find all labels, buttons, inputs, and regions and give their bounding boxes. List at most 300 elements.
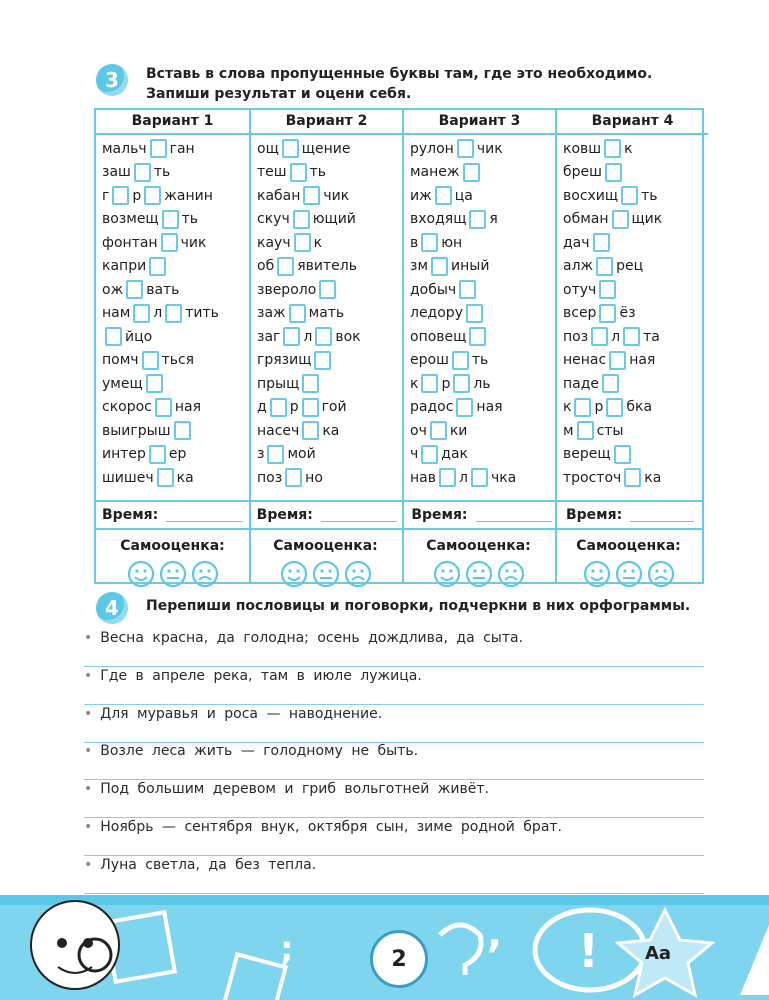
- sad-face-icon[interactable]: [344, 560, 372, 588]
- proverb-text: Где в апреле река, там в июле лужица.: [100, 668, 422, 684]
- word-fragment: гой: [321, 399, 347, 416]
- proverb-line[interactable]: • Возле леса жить — голодному не быть.: [84, 741, 704, 780]
- word-fragment: оповещ: [410, 328, 467, 345]
- letter-blank-box[interactable]: [302, 398, 319, 417]
- time-row: [96, 500, 702, 530]
- proverb-text: Ноябрь — сентября внук, октября сын, зиме родной брат.: [100, 819, 562, 835]
- word-fragment: кабан: [257, 187, 301, 204]
- page-number: 2: [370, 930, 428, 988]
- word-row: [257, 137, 402, 161]
- word-fragment: заш: [102, 164, 131, 181]
- word-fragment: к: [563, 399, 572, 416]
- word-fragment: ная: [174, 399, 202, 416]
- word-fragment: жанин: [164, 187, 213, 204]
- letter-blank-box[interactable]: [421, 374, 438, 393]
- letter-blank-box[interactable]: [290, 163, 307, 182]
- word-row: [102, 419, 249, 443]
- word-fragment: скуч: [257, 211, 290, 228]
- word-fragment: ная: [629, 352, 656, 369]
- word-fragment: интер: [102, 446, 146, 463]
- word-row: [102, 443, 249, 467]
- word-list: [404, 135, 555, 490]
- word-row: [410, 255, 555, 279]
- variant-title: Вариант 2: [251, 110, 402, 135]
- word-fragment: звероло: [257, 281, 317, 298]
- word-row: [257, 208, 402, 232]
- word-fragment: паде: [563, 375, 600, 392]
- word-fragment: теш: [257, 164, 287, 181]
- word-fragment: иж: [410, 187, 432, 204]
- letter-blank-box[interactable]: [439, 468, 456, 487]
- word-row: [102, 349, 249, 373]
- neutral-face-icon[interactable]: [465, 560, 493, 588]
- word-fragment: нам: [102, 305, 131, 322]
- variant-title: Вариант 1: [96, 110, 249, 135]
- letter-blank-box[interactable]: [294, 233, 311, 252]
- word-row: [410, 372, 555, 396]
- self-cell-2: [249, 532, 402, 588]
- sad-face-icon[interactable]: [647, 560, 675, 588]
- word-fragment: л: [153, 305, 163, 322]
- self-assessment-label: Самооценка:: [426, 538, 531, 554]
- letter-blank-box[interactable]: [431, 257, 448, 276]
- word-fragment: щик: [631, 211, 663, 228]
- time-input-line[interactable]: [476, 509, 552, 522]
- word-row: [257, 325, 402, 349]
- word-row: [102, 137, 249, 161]
- task-number-badge: 3: [96, 64, 128, 96]
- word-fragment: об: [257, 258, 275, 275]
- word-fragment: шишеч: [102, 469, 154, 486]
- word-fragment: ки: [449, 422, 468, 439]
- letter-blank-box[interactable]: [599, 304, 616, 323]
- word-fragment: к: [410, 375, 419, 392]
- task3-instruction: [146, 64, 652, 104]
- word-row: [102, 466, 249, 490]
- word-row: [563, 349, 708, 373]
- time-cell-3: [405, 507, 560, 523]
- word-fragment: ть: [471, 352, 489, 369]
- word-fragment: заж: [257, 305, 286, 322]
- word-fragment: ч: [410, 446, 419, 463]
- letter-blank-box[interactable]: [463, 163, 480, 182]
- word-row: [563, 443, 708, 467]
- letter-blank-box[interactable]: [469, 210, 486, 229]
- word-fragment: ца: [454, 187, 473, 204]
- letter-blank-box[interactable]: [146, 374, 163, 393]
- word-fragment: чик: [323, 187, 350, 204]
- word-fragment: йцо: [125, 328, 153, 345]
- time-input-line[interactable]: [630, 509, 694, 522]
- word-fragment: мой: [287, 446, 316, 463]
- letter-blank-box[interactable]: [134, 163, 151, 182]
- word-fragment: рулон: [410, 140, 454, 157]
- word-row: [563, 325, 708, 349]
- word-fragment: л: [611, 328, 621, 345]
- word-row: [563, 184, 708, 208]
- word-row: [410, 231, 555, 255]
- letter-blank-box[interactable]: [149, 445, 166, 464]
- word-fragment: выигрыш: [102, 422, 171, 439]
- word-row: [257, 349, 402, 373]
- variant-title: Вариант 3: [404, 110, 555, 135]
- word-fragment: явитель: [297, 258, 357, 275]
- word-fragment: рец: [616, 258, 644, 275]
- word-fragment: ёз: [619, 305, 636, 322]
- word-row: [257, 184, 402, 208]
- letter-blank-box[interactable]: [604, 139, 621, 158]
- time-label: Время:: [565, 507, 623, 523]
- word-fragment: но: [305, 469, 323, 486]
- word-row: [410, 302, 555, 326]
- word-row: [410, 325, 555, 349]
- word-fragment: та: [643, 328, 660, 345]
- letter-blank-box[interactable]: [155, 398, 172, 417]
- letter-blank-box[interactable]: [430, 421, 447, 440]
- word-fragment: тить: [185, 305, 219, 322]
- time-label: Время:: [411, 507, 468, 523]
- word-fragment: иный: [451, 258, 490, 275]
- word-fragment: скорос: [102, 399, 152, 416]
- letter-blank-box[interactable]: [453, 374, 470, 393]
- letter-blank-box[interactable]: [609, 351, 626, 370]
- letter-blank-box[interactable]: [452, 351, 469, 370]
- letter-blank-box[interactable]: [157, 468, 174, 487]
- word-fragment: вок: [335, 328, 361, 345]
- letter-blank-box[interactable]: [126, 280, 143, 299]
- self-cell-4: [555, 532, 702, 588]
- letter-blank-box[interactable]: [289, 304, 306, 323]
- word-fragment: р: [132, 187, 142, 204]
- word-fragment: бка: [626, 399, 653, 416]
- word-row: [410, 419, 555, 443]
- letter-blank-box[interactable]: [303, 186, 320, 205]
- letter-blank-box[interactable]: [162, 210, 179, 229]
- word-row: [102, 208, 249, 232]
- word-fragment: м: [563, 422, 574, 439]
- letter-blank-box[interactable]: [421, 445, 438, 464]
- word-fragment: оч: [410, 422, 427, 439]
- aa-badge-text: Aa: [645, 943, 672, 964]
- word-row: [257, 419, 402, 443]
- letter-blank-box[interactable]: [614, 445, 631, 464]
- word-row: [410, 184, 555, 208]
- word-fragment: ерош: [410, 352, 449, 369]
- word-row: [257, 161, 402, 185]
- word-fragment: ть: [641, 187, 658, 204]
- letter-blank-box[interactable]: [267, 445, 284, 464]
- word-fragment: р: [441, 375, 451, 392]
- word-row: [410, 161, 555, 185]
- letter-blank-box[interactable]: [105, 327, 122, 346]
- letter-blank-box[interactable]: [144, 186, 161, 205]
- word-row: [410, 396, 555, 420]
- word-fragment: к: [313, 234, 323, 251]
- word-fragment: ган: [169, 140, 195, 157]
- happy-face-icon[interactable]: [583, 560, 611, 588]
- word-fragment: помч: [102, 352, 139, 369]
- letter-blank-box[interactable]: [456, 398, 473, 417]
- svg-text:,: ,: [487, 911, 503, 957]
- task-number-badge: 4: [96, 592, 128, 624]
- letter-blank-box[interactable]: [302, 374, 319, 393]
- word-row: [563, 466, 708, 490]
- word-fragment: ледору: [410, 305, 463, 322]
- word-row: [102, 161, 249, 185]
- letter-blank-box[interactable]: [112, 186, 129, 205]
- word-row: [410, 208, 555, 232]
- proverb-text: Под большим деревом и гриб вольготней живёт.: [100, 781, 489, 797]
- proverb-line[interactable]: • Весна красна, да голодна; осень дождлива, да сыта.: [84, 628, 704, 667]
- task4-instruction: Перепиши пословицы и поговорки, подчеркни в них орфограммы.: [146, 598, 691, 614]
- proverb-line[interactable]: • Луна светла, да без тепла.: [84, 855, 704, 894]
- word-fragment: ющий: [312, 211, 356, 228]
- letter-blank-box[interactable]: [133, 304, 150, 323]
- word-fragment: мать: [308, 305, 345, 322]
- word-row: [563, 278, 708, 302]
- word-row: [563, 372, 708, 396]
- time-input-line[interactable]: [166, 509, 242, 522]
- word-fragment: г: [102, 187, 110, 204]
- word-fragment: ть: [309, 164, 326, 181]
- word-list: [251, 135, 402, 490]
- proverb-line[interactable]: • Под большим деревом и гриб вольготней живёт.: [84, 779, 704, 818]
- word-fragment: поз: [257, 469, 283, 486]
- time-input-line[interactable]: [321, 509, 397, 522]
- word-fragment: ка: [176, 469, 194, 486]
- word-fragment: ль: [473, 375, 491, 392]
- neutral-face-icon[interactable]: [159, 560, 187, 588]
- letter-blank-box[interactable]: [277, 257, 294, 276]
- word-fragment: л: [303, 328, 313, 345]
- word-fragment: капри: [102, 258, 147, 275]
- word-row: [563, 208, 708, 232]
- letter-blank-box[interactable]: [174, 421, 191, 440]
- word-fragment: насеч: [257, 422, 300, 439]
- word-fragment: радос: [410, 399, 454, 416]
- word-fragment: дач: [563, 234, 590, 251]
- letter-blank-box[interactable]: [612, 210, 629, 229]
- word-row: [563, 302, 708, 326]
- letter-blank-box[interactable]: [293, 210, 310, 229]
- word-fragment: я: [489, 211, 498, 228]
- word-fragment: умещ: [102, 375, 143, 392]
- letter-blank-box[interactable]: [270, 398, 287, 417]
- word-fragment: чка: [490, 469, 517, 486]
- word-row: [257, 302, 402, 326]
- word-row: [102, 325, 249, 349]
- word-row: [102, 184, 249, 208]
- word-fragment: фонтан: [102, 234, 158, 251]
- word-fragment: л: [458, 469, 468, 486]
- svg-text:;: ;: [280, 929, 294, 969]
- smiley-group: [96, 560, 249, 588]
- word-fragment: зм: [410, 258, 429, 275]
- word-fragment: ная: [476, 399, 503, 416]
- self-cell-3: [402, 532, 555, 588]
- word-fragment: обман: [563, 211, 609, 228]
- letter-blank-box[interactable]: [469, 327, 486, 346]
- svg-text:!: !: [578, 924, 599, 978]
- letter-blank-box[interactable]: [315, 327, 332, 346]
- word-fragment: бреш: [563, 164, 602, 181]
- word-fragment: ка: [322, 422, 340, 439]
- letter-blank-box[interactable]: [596, 257, 613, 276]
- letter-blank-box[interactable]: [621, 186, 638, 205]
- letter-blank-box[interactable]: [142, 351, 159, 370]
- letter-blank-box[interactable]: [574, 398, 591, 417]
- word-fragment: прыщ: [257, 375, 300, 392]
- happy-face-icon[interactable]: [433, 560, 461, 588]
- word-row: [257, 372, 402, 396]
- word-row: [257, 231, 402, 255]
- word-fragment: ка: [644, 469, 662, 486]
- letter-blank-box[interactable]: [285, 468, 302, 487]
- word-list: [557, 135, 708, 490]
- time-cell-1: [102, 507, 251, 523]
- word-fragment: к: [624, 140, 633, 157]
- letter-blank-box[interactable]: [623, 327, 640, 346]
- letter-blank-box[interactable]: [314, 351, 331, 370]
- letter-blank-box[interactable]: [283, 327, 300, 346]
- word-row: [257, 443, 402, 467]
- word-row: [410, 349, 555, 373]
- word-row: [563, 161, 708, 185]
- letter-blank-box[interactable]: [421, 233, 438, 252]
- letter-blank-box[interactable]: [577, 421, 594, 440]
- proverb-text: Луна светла, да без тепла.: [100, 857, 317, 873]
- word-fragment: входящ: [410, 211, 467, 228]
- word-fragment: д: [257, 399, 267, 416]
- word-fragment: поз: [563, 328, 589, 345]
- word-row: [102, 396, 249, 420]
- time-label: Время:: [256, 507, 313, 523]
- word-fragment: отуч: [563, 281, 597, 298]
- word-fragment: чик: [476, 140, 503, 157]
- word-row: [563, 231, 708, 255]
- letter-blank-box[interactable]: [302, 421, 319, 440]
- word-fragment: щение: [301, 140, 351, 157]
- letter-blank-box[interactable]: [606, 398, 623, 417]
- word-fragment: чик: [180, 234, 207, 251]
- word-fragment: всер: [563, 305, 597, 322]
- word-row: [257, 396, 402, 420]
- time-cell-2: [251, 507, 406, 523]
- word-row: [563, 137, 708, 161]
- proverb-line[interactable]: • Для муравья и роса — наводнение.: [84, 704, 704, 743]
- word-fragment: добыч: [410, 281, 457, 298]
- neutral-face-icon[interactable]: [312, 560, 340, 588]
- word-fragment: ненас: [563, 352, 607, 369]
- word-row: [257, 278, 402, 302]
- word-fragment: алж: [563, 258, 594, 275]
- letter-blank-box[interactable]: [435, 186, 452, 205]
- word-fragment: ер: [168, 446, 187, 463]
- word-fragment: мальч: [102, 140, 147, 157]
- letter-blank-box[interactable]: [150, 139, 167, 158]
- word-row: [102, 255, 249, 279]
- smiley-group: [555, 560, 702, 588]
- word-fragment: р: [594, 399, 604, 416]
- word-fragment: нав: [410, 469, 436, 486]
- letter-blank-box[interactable]: [593, 233, 610, 252]
- word-fragment: р: [289, 399, 299, 416]
- letter-blank-box[interactable]: [599, 280, 616, 299]
- letter-blank-box[interactable]: [165, 304, 182, 323]
- letter-blank-box[interactable]: [319, 280, 336, 299]
- word-fragment: манеж: [410, 164, 460, 181]
- self-assessment-label: Самооценка:: [120, 538, 225, 554]
- sad-face-icon[interactable]: [191, 560, 219, 588]
- time-label: Время:: [102, 507, 159, 523]
- self-cell-1: [96, 532, 249, 588]
- word-row: [410, 278, 555, 302]
- word-row: [102, 278, 249, 302]
- word-row: [563, 396, 708, 420]
- letter-blank-box[interactable]: [149, 257, 166, 276]
- sad-face-icon[interactable]: [497, 560, 525, 588]
- word-row: [563, 255, 708, 279]
- smiley-group: [402, 560, 555, 588]
- word-fragment: юн: [441, 234, 463, 251]
- letter-blank-box[interactable]: [457, 139, 474, 158]
- variant-title: Вариант 4: [557, 110, 708, 135]
- word-fragment: ть: [181, 211, 199, 228]
- task3-line2: Запиши результат и оцени себя.: [146, 86, 412, 102]
- word-row: [563, 419, 708, 443]
- letter-blank-box[interactable]: [624, 468, 641, 487]
- happy-face-icon[interactable]: [127, 560, 155, 588]
- word-fragment: дак: [441, 446, 468, 463]
- word-row: [102, 302, 249, 326]
- word-row: [257, 255, 402, 279]
- letter-blank-box[interactable]: [591, 327, 608, 346]
- letter-blank-box[interactable]: [161, 233, 178, 252]
- letter-blank-box[interactable]: [602, 374, 619, 393]
- word-fragment: вать: [146, 281, 180, 298]
- word-fragment: сты: [596, 422, 624, 439]
- word-fragment: заг: [257, 328, 281, 345]
- letter-blank-box[interactable]: [282, 139, 299, 158]
- word-fragment: тросточ: [563, 469, 622, 486]
- happy-face-icon[interactable]: [280, 560, 308, 588]
- letter-blank-box[interactable]: [466, 304, 483, 323]
- letter-blank-box[interactable]: [471, 468, 488, 487]
- word-fragment: ощ: [257, 140, 279, 157]
- word-fragment: ть: [153, 164, 171, 181]
- word-fragment: возмещ: [102, 211, 159, 228]
- word-row: [410, 466, 555, 490]
- word-row: [410, 137, 555, 161]
- proverb-line[interactable]: • Ноябрь — сентября внук, октября сын, зиме родной брат.: [84, 817, 704, 856]
- proverb-text: Возле леса жить — голодному не быть.: [100, 743, 419, 759]
- word-fragment: з: [257, 446, 265, 463]
- word-fragment: кауч: [257, 234, 291, 251]
- self-assessment-label: Самооценка:: [273, 538, 378, 554]
- smiley-group: [249, 560, 402, 588]
- proverb-line[interactable]: • Где в апреле река, там в июле лужица.: [84, 666, 704, 705]
- self-assessment-label: Самооценка:: [576, 538, 681, 554]
- letter-blank-box[interactable]: [605, 163, 622, 182]
- variants-table: [94, 108, 704, 584]
- word-row: [410, 443, 555, 467]
- self-assessment-row: [96, 532, 702, 588]
- word-fragment: ться: [161, 352, 195, 369]
- neutral-face-icon[interactable]: [615, 560, 643, 588]
- word-fragment: ковш: [563, 140, 602, 157]
- letter-blank-box[interactable]: [459, 280, 476, 299]
- word-fragment: ож: [102, 281, 124, 298]
